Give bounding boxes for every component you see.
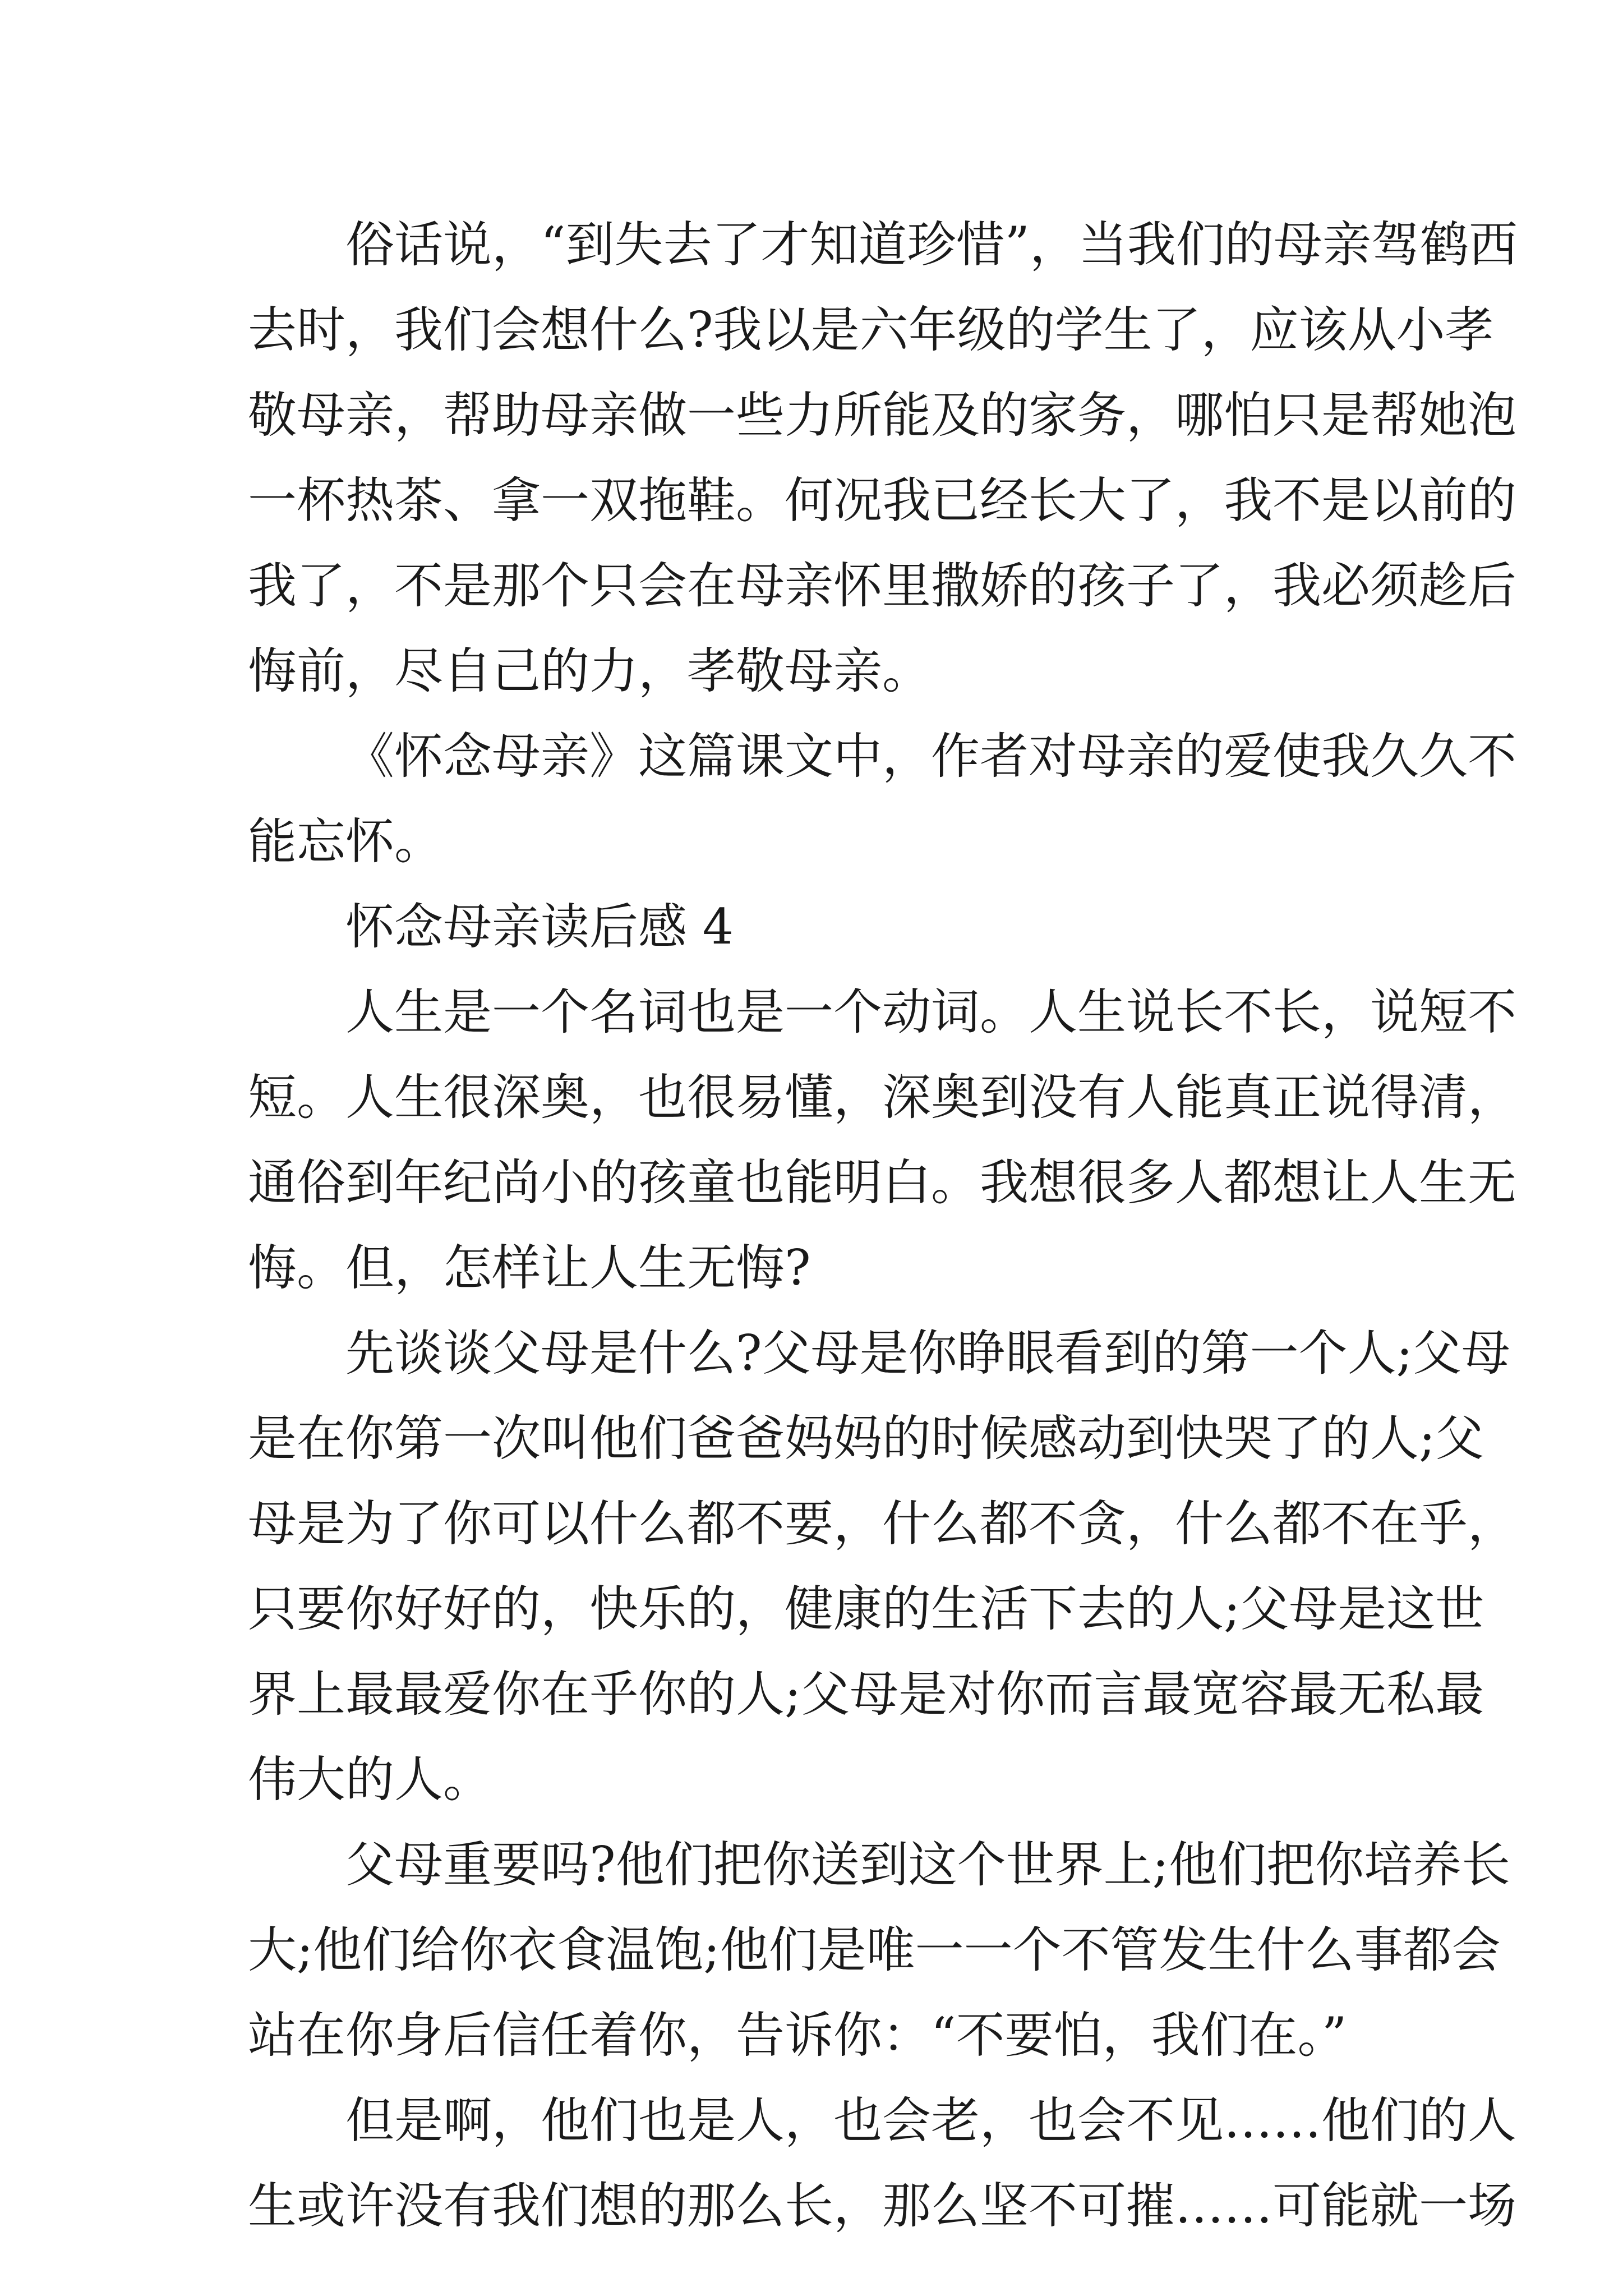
text-line: 悔。但，怎样让人生无悔? xyxy=(248,1239,811,1296)
text-line: 先谈谈父母是什么?父母是你睁眼看到的第一个人;父母 xyxy=(345,1324,1510,1382)
text-line: 能忘怀。 xyxy=(248,813,443,870)
text-line: 生或许没有我们想的那么长，那么坚不可摧……可能就一场 xyxy=(248,2177,1516,2234)
text-line: 怀念母亲读后感 4 xyxy=(345,898,734,955)
text-line: 是在你第一次叫他们爸爸妈妈的时候感动到快哭了的人;父 xyxy=(248,1410,1484,1467)
text-line: 通俗到年纪尚小的孩童也能明白。我想很多人都想让人生无 xyxy=(248,1154,1516,1211)
text-line: 站在你身后信任着你，告诉你：“不要怕，我们在。” xyxy=(248,2007,1347,2064)
text-line: 去时，我们会想什么?我以是六年级的学生了，应该从小孝 xyxy=(248,301,1494,358)
text-line: 只要你好好的，快乐的，健康的生活下去的人;父母是这世 xyxy=(248,1580,1484,1637)
text-line: 我了，不是那个只会在母亲怀里撒娇的孩子了，我必须趁后 xyxy=(248,557,1516,614)
text-line: 但是啊，他们也是人，也会老，也会不见……他们的人 xyxy=(345,2092,1516,2149)
text-line: 敬母亲，帮助母亲做一些力所能及的家务，哪怕只是帮她泡 xyxy=(248,386,1516,444)
text-line: 界上最最爱你在乎你的人;父母是对你而言最宽容最无私最 xyxy=(248,1665,1484,1723)
document-body xyxy=(248,202,1518,2248)
text-line: 母是为了你可以什么都不要，什么都不贪，什么都不在乎， xyxy=(248,1495,1516,1552)
text-line: 俗话说，“到失去了才知道珍惜”，当我们的母亲驾鹤西 xyxy=(345,216,1518,273)
text-line: 一杯热茶、拿一双拖鞋。何况我已经长大了，我不是以前的 xyxy=(248,472,1516,529)
text-line: 伟大的人。 xyxy=(248,1751,492,1808)
text-line: 大;他们给你衣食温饱;他们是唯一一个不管发生什么事都会 xyxy=(248,1921,1501,1978)
text-line: 人生是一个名词也是一个动词。人生说长不长，说短不 xyxy=(345,983,1516,1041)
text-line: 悔前，尽自己的力，孝敬母亲。 xyxy=(248,642,931,700)
text-line: 《怀念母亲》这篇课文中，作者对母亲的爱使我久久不 xyxy=(345,728,1516,785)
text-line: 短。人生很深奥，也很易懂，深奥到没有人能真正说得清， xyxy=(248,1069,1516,1126)
text-line: 父母重要吗?他们把你送到这个世界上;他们把你培养长 xyxy=(345,1836,1510,1893)
